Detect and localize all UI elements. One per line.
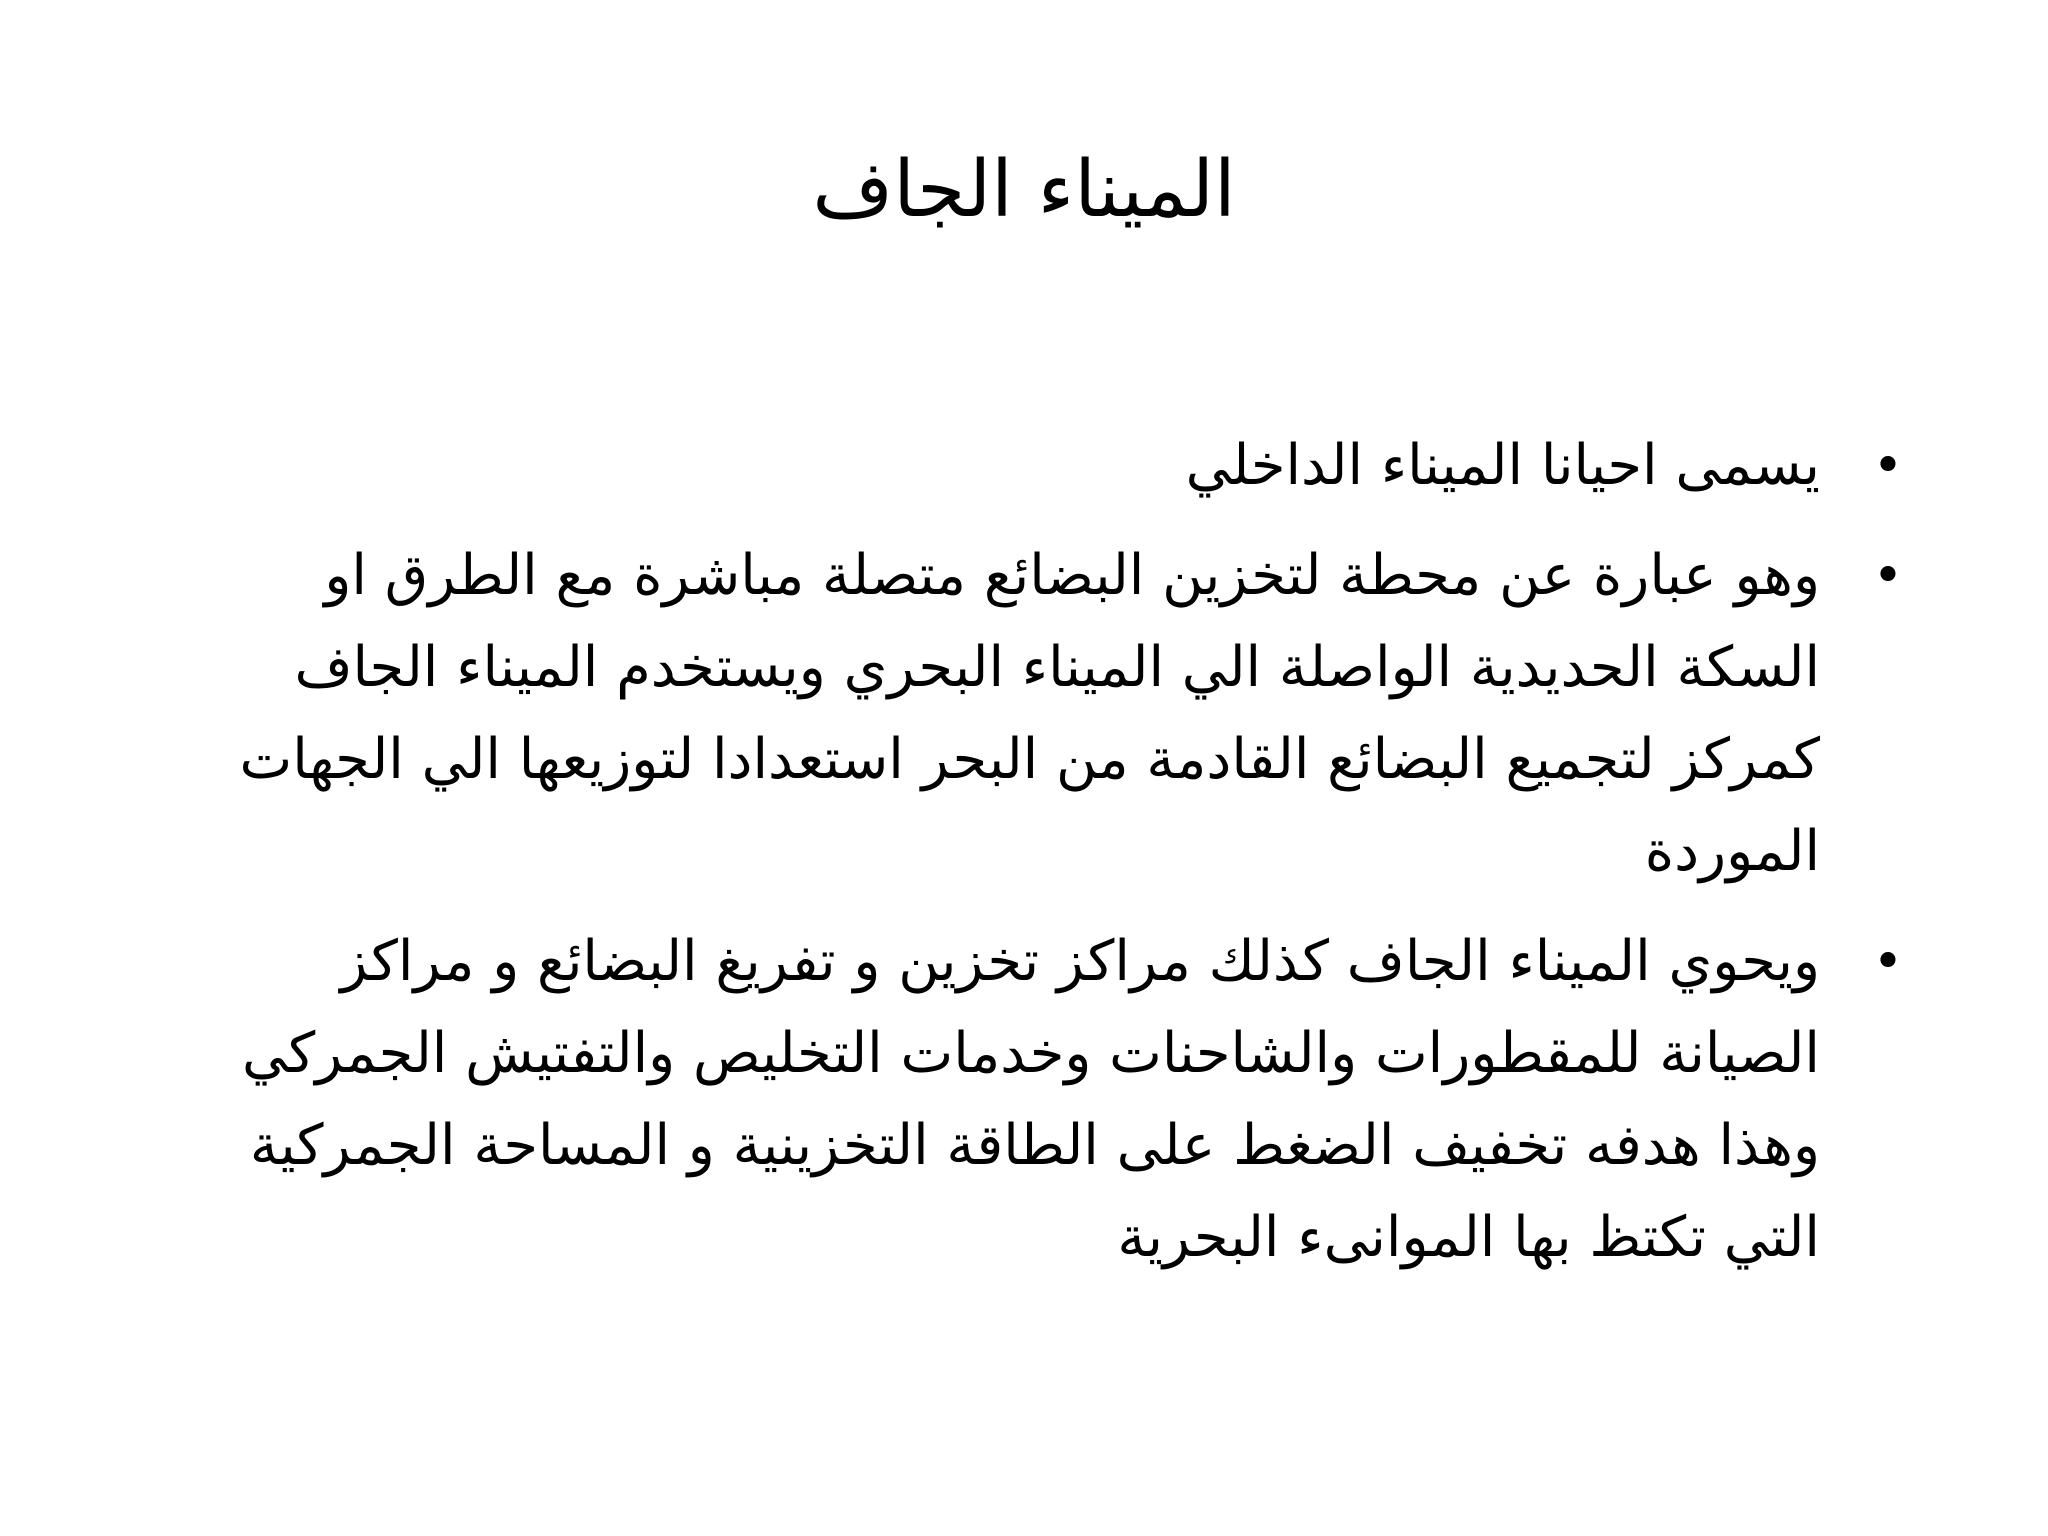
bullet-icon: • [1872, 436, 1904, 496]
bullet-icon: • [1872, 546, 1904, 606]
slide-title: الميناء الجاف [812, 145, 1236, 235]
bullet-text: وهو عبارة عن محطة لتخزين البضائع متصلة مباشرة مع الطرق او السكة الحديدية الواصلة الي الميناء البحري ويستخدم الميناء الجاف كمركز لتجميع البضائع القادمة من البحر استعدادا لتوزيعها الي الجهات الموردة [239, 543, 1820, 884]
bullet-item [188, 420, 1908, 512]
bullet-icon: • [1872, 932, 1904, 992]
bullet-text: يسمى احيانا الميناء الداخلي [1185, 433, 1820, 498]
bullet-text: ويحوي الميناء الجاف كذلك مراكز تخزين و تفريغ البضائع و مراكز الصيانة للمقطورات والشاحنات وخدمات التخليص والتفتيش الجمركي وهذا هدفه تخفيف الضغط على الطاقة التخزينية و المساحة الجمركية التي تكتظ بها الموانىء البحرية [241, 929, 1820, 1270]
bullet-item [188, 916, 1908, 1284]
bullet-list [188, 420, 1908, 1302]
bullet-item [188, 530, 1908, 898]
